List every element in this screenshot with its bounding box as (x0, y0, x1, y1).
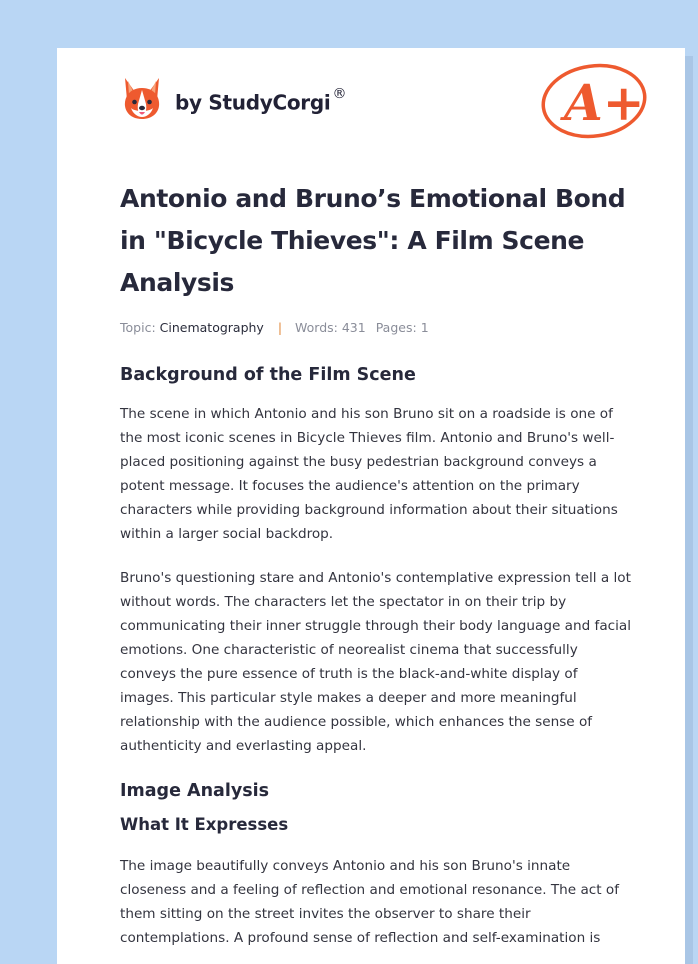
pages-value: 1 (420, 320, 429, 335)
document-page (57, 48, 685, 964)
article (120, 178, 634, 964)
words-label: Words: (295, 320, 338, 335)
paragraph-3: The image beautifully conveys Antonio and his son Bruno's innate closeness and a feeling of reflection and emotional resonance. The act of them sitting on the street invites the observer to share their contemplations. A profound sense of reflection and self-examination is (120, 858, 620, 946)
paragraph-2: Bruno's questioning stare and Antonio's contemplative expression tell a lot without words. The characters let the spectator in on their trip by communicating their inner struggle through their body language and facial emotions. One characteristic of neorealist cinema that successfully conveys the pure essence of truth is the black-and-white display of images. This particular style makes a deeper and more meaningful relationship with the audience possible, which enhances the sense of authenticity and everlasting appeal. (120, 570, 632, 754)
grade-text: A+ (564, 73, 645, 132)
section-heading-image-analysis: Image Analysis (120, 781, 270, 801)
registered-mark: ® (332, 86, 347, 102)
words-value: 431 (341, 320, 366, 335)
subheading-what-it-expresses: What It Expresses (120, 815, 289, 834)
paragraph-1: The scene in which Antonio and his son Bruno sit on a roadside is one of the most iconic scenes in Bicycle Thieves film. Antonio and Bruno's well-placed positioning against the busy pedestrian background conveys a potent message. It focuses the audience's attention on the primary characters while providing background information about their situations within a larger social backdrop. (120, 406, 618, 542)
corgi-logo-icon[interactable] (121, 76, 163, 122)
grade-badge (539, 58, 649, 140)
meta-separator: | (277, 320, 283, 335)
brand-name[interactable] (175, 86, 347, 115)
topic-link[interactable]: Cinematography (159, 320, 264, 335)
pages-label: Pages: (375, 320, 417, 335)
page-title: Antonio and Bruno’s Emotional Bond in "Bicycle Thieves": A Film Scene Analysis (120, 184, 626, 297)
header (57, 48, 685, 168)
article-meta (120, 318, 634, 338)
section-heading-background: Background of the Film Scene (120, 365, 416, 385)
topic-label: Topic: (120, 320, 156, 335)
brand-text: by StudyCorgi (175, 90, 331, 115)
